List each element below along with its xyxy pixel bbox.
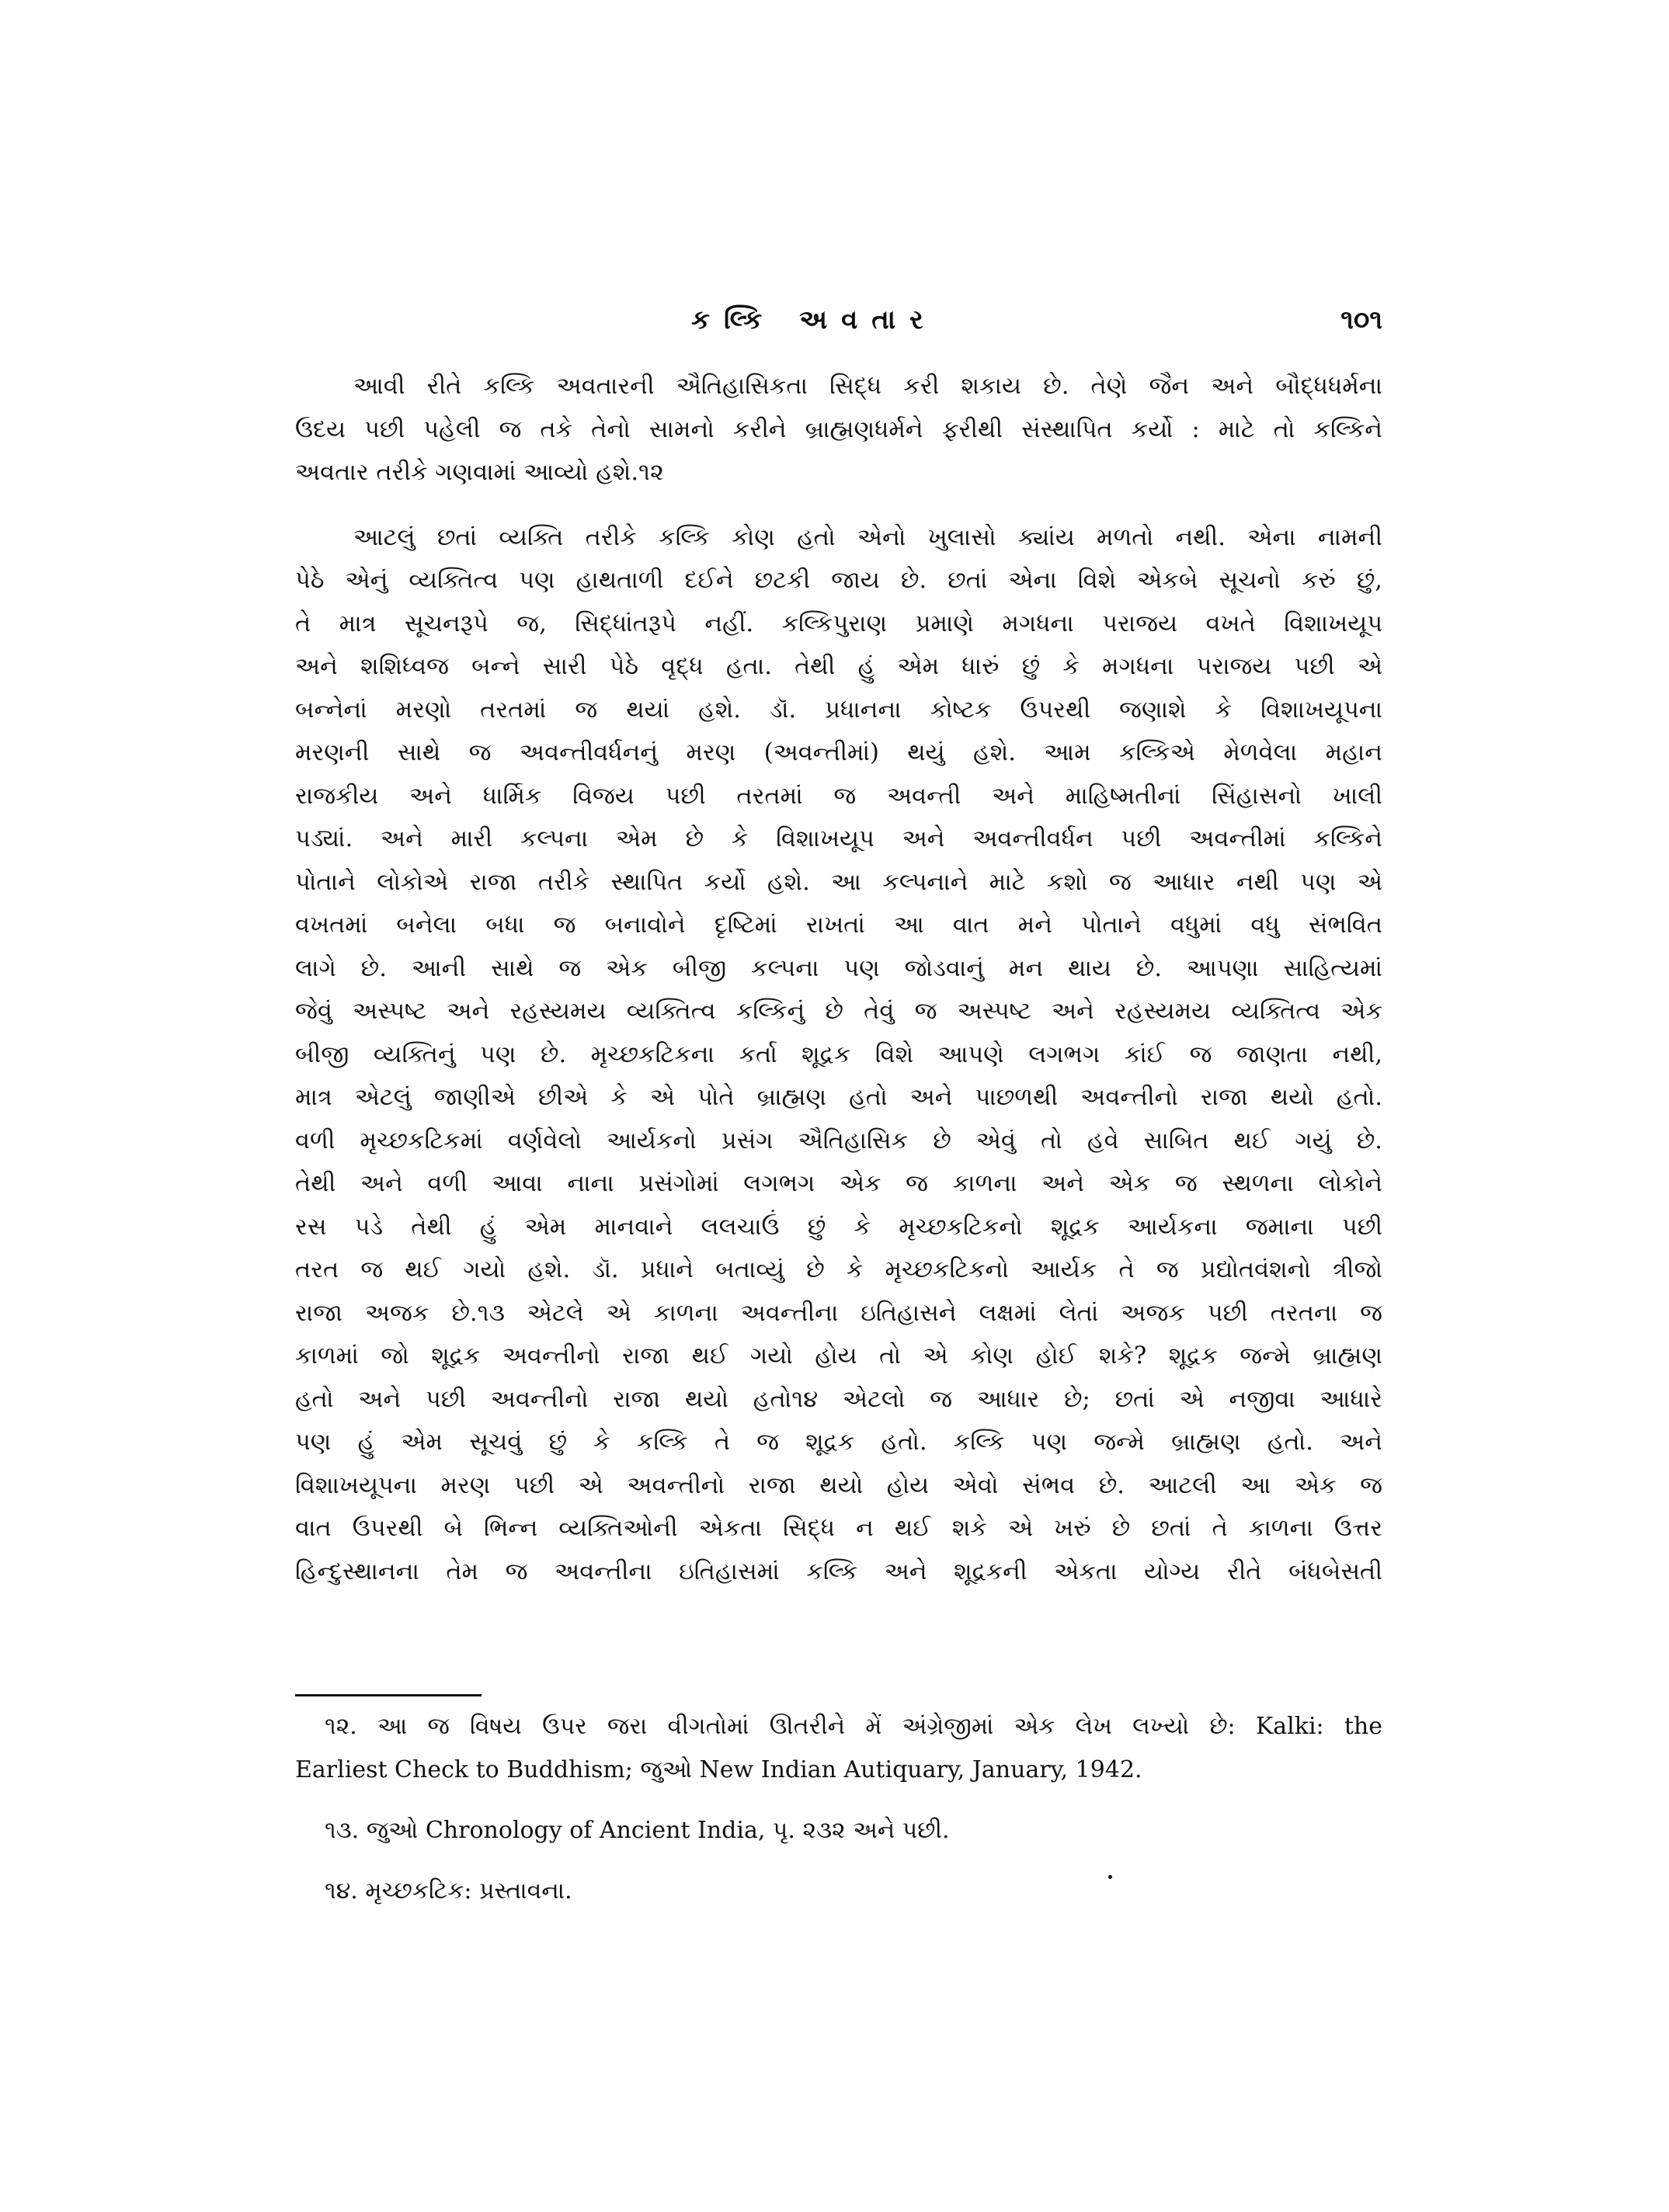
text-line: પેઠે એનું વ્યક્તિત્વ પણ હાથતાળી દઈને છટકી જાય છે. છતાં એના વિશે એકબે સૂચનો કરું છું, — [295, 567, 1382, 594]
text-line: હતો અને પછી અવન્તીનો રાજા થયો હતો૧૪ એટલો જ આધાર છે; છતાં એ નજીવા આધારે — [295, 1385, 1382, 1413]
footnote-line: ૧૪. મૃચ્છકટિક: પ્રસ્તાવના. — [325, 1877, 572, 1905]
text-line: વખતમાં બનેલા બધા જ બનાવોને દૃષ્ટિમાં રાખતાં આ વાત મને પોતાને વધુમાં વધુ સંભવિત — [295, 912, 1382, 939]
text-line: પડ્યાં. અને મારી કલ્પના એમ છે કે વિશાખયૂપ અને અવન્તીવર્ધન પછી અવન્તીમાં કલ્કિને — [295, 825, 1382, 853]
footnote-line: Earliest Check to Buddhism; જુઓ New Indian Autiquary, January, 1942. — [295, 1756, 1142, 1783]
text-line: બન્નેનાં મરણો તરતમાં જ થયાં હશે. ડૉ. પ્રધાનના કોષ્ટક ઉપરથી જણાશે કે વિશાખયૂપના — [295, 696, 1382, 724]
running-head — [295, 304, 1382, 351]
text-line: અને શશિધ્વજ બન્ને સારી પેઠે વૃદ્ધ હતા. તેથી હું એમ ધારું છું કે મગધના પરાજય પછી એ — [295, 653, 1382, 680]
paragraph-1 — [295, 365, 1382, 495]
page-number: ૧૦૧ — [1340, 304, 1382, 335]
paragraph-2 — [295, 516, 1382, 1594]
text-line: આટલું છતાં વ્યક્તિ તરીકે કલ્કિ કોણ હતો એનો ખુલાસો ક્યાંય મળતો નથી. એના નામની — [353, 523, 1382, 551]
text-line: તરત જ થઈ ગયો હશે. ડૉ. પ્રધાને બતાવ્યું છે કે મૃચ્છકટિકનો આર્યક તે જ પ્રદ્યોતવંશનો ત્રીજો — [295, 1256, 1382, 1283]
text-line: વાત ઉપરથી બે ભિન્ન વ્યક્તિઓની એકતા સિદ્ધ ન થઈ શકે એ ખરું છે છતાં તે કાળના ઉત્તર — [295, 1515, 1382, 1542]
text-line: તે માત્ર સૂચનરૂપે જ, સિદ્ધાંતરૂપે નહીં. કલ્કિપુરાણ પ્રમાણે મગધના પરાજય વખતે વિશાખયૂપ — [295, 609, 1382, 637]
text-line: લાગે છે. આની સાથે જ એક બીજી કલ્પના પણ જોડવાનું મન થાય છે. આપણા સાહિત્યમાં — [295, 954, 1382, 982]
text-line: માત્ર એટલું જાણીએ છીએ કે એ પોતે બ્રાહ્મણ હતો અને પાછળથી અવન્તીનો રાજા થયો હતો. — [295, 1084, 1382, 1111]
text-line: બીજી વ્યક્તિનું પણ છે. મૃચ્છકટિકના કર્તા શૂદ્રક વિશે આપણે લગભગ કાંઈ જ જાણતા નથી, — [295, 1040, 1382, 1068]
text-line: હિન્દુસ્થાનના તેમ જ અવન્તીના ઇતિહાસમાં કલ્કિ અને શૂદ્રકની એકતા યોગ્ય રીતે બંધબેસતી — [295, 1557, 1382, 1585]
text-line: અવતાર તરીકે ગણવામાં આવ્યો હશે.૧૨ — [295, 459, 664, 486]
running-title: કલ્કિ અવતાર — [691, 304, 937, 335]
text-line: મરણની સાથે જ અવન્તીવર્ધનનું મરણ (અવન્તીમાં) થયું હશે. આમ કલ્કિએ મેળવેલા મહાન — [295, 739, 1382, 766]
text-line: કાળમાં જો શૂદ્રક અવન્તીનો રાજા થઈ ગયો હોય તો એ કોણ હોઈ શકે? શૂદ્રક જન્મે બ્રાહ્મણ — [295, 1342, 1382, 1370]
text-line: રસ પડે તેથી હું એમ માનવાને લલચાઉં છું કે મૃચ્છકટિકનો શૂદ્રક આર્યકના જમાના પછી — [295, 1213, 1382, 1241]
text-line: તેથી અને વળી આવા નાના પ્રસંગોમાં લગભગ એક જ કાળના અને એક જ સ્થળના લોકોને — [295, 1170, 1382, 1197]
text-line: ઉદય પછી પહેલી જ તકે તેનો સામનો કરીને બ્રાહ્મણધર્મને ફરીથી સંસ્થાપિત કર્યો : માટે તો કલ્કિને — [295, 415, 1382, 443]
footnote-line: ૧૩. જુઓ Chronology of Ancient India, પૃ. ૨૩૨ અને પછી. — [325, 1817, 950, 1844]
text-line: જેવું અસ્પષ્ટ અને રહસ્યમય વ્યક્તિત્વ કલ્કિનું છે તેવું જ અસ્પષ્ટ અને રહસ્યમય વ્યક્તિત્વ એક — [295, 998, 1382, 1025]
ink-speck — [1108, 1875, 1112, 1879]
text-line: વિશાખયૂપના મરણ પછી એ અવન્તીનો રાજા થયો હોય એવો સંભવ છે. આટલી આ એક જ — [295, 1471, 1382, 1499]
text-line: રાજા અજક છે.૧૩ એટલે એ કાળના અવન્તીના ઇતિહાસને લક્ષમાં લેતાં અજક પછી તરતના જ — [295, 1299, 1382, 1327]
text-line: આવી રીતે કલ્કિ અવતારની ઐતિહાસિકતા સિદ્ધ કરી શકાય છે. તેણે જૈન અને બૌદ્ધધર્મના — [353, 373, 1382, 400]
text-line: વળી મૃચ્છકટિકમાં વર્ણવેલો આર્યકનો પ્રસંગ ઐતિહાસિક છે એવું તો હવે સાબિત થઈ ગયું છે. — [295, 1127, 1382, 1155]
text-line: પોતાને લોકોએ રાજા તરીકે સ્થાપિત કર્યો હશે. આ કલ્પનાને માટે કશો જ આધાર નથી પણ એ — [295, 868, 1382, 896]
text-line: પણ હું એમ સૂચવું છું કે કલ્કિ તે જ શૂદ્રક હતો. કલ્કિ પણ જન્મે બ્રાહ્મણ હતો. અને — [295, 1429, 1382, 1456]
footnote-divider — [295, 1694, 482, 1696]
text-line: રાજકીય અને ધાર્મિક વિજય પછી તરતમાં જ અવન્તી અને માહિષ્મતીનાં સિંહાસનો ખાલી — [295, 782, 1382, 810]
footnote-13 — [295, 1809, 1382, 1853]
footnote-12 — [295, 1705, 1382, 1792]
footnotes — [295, 1705, 1382, 1913]
footnote-line: ૧૨. આ જ વિષય ઉપર જરા વીગતોમાં ઊતરીને મેં અંગ્રેજીમાં એક લેખ લખ્યો છે: Kalki: the — [325, 1713, 1382, 1740]
footnote-14 — [295, 1870, 1382, 1913]
body-text — [295, 365, 1382, 1615]
